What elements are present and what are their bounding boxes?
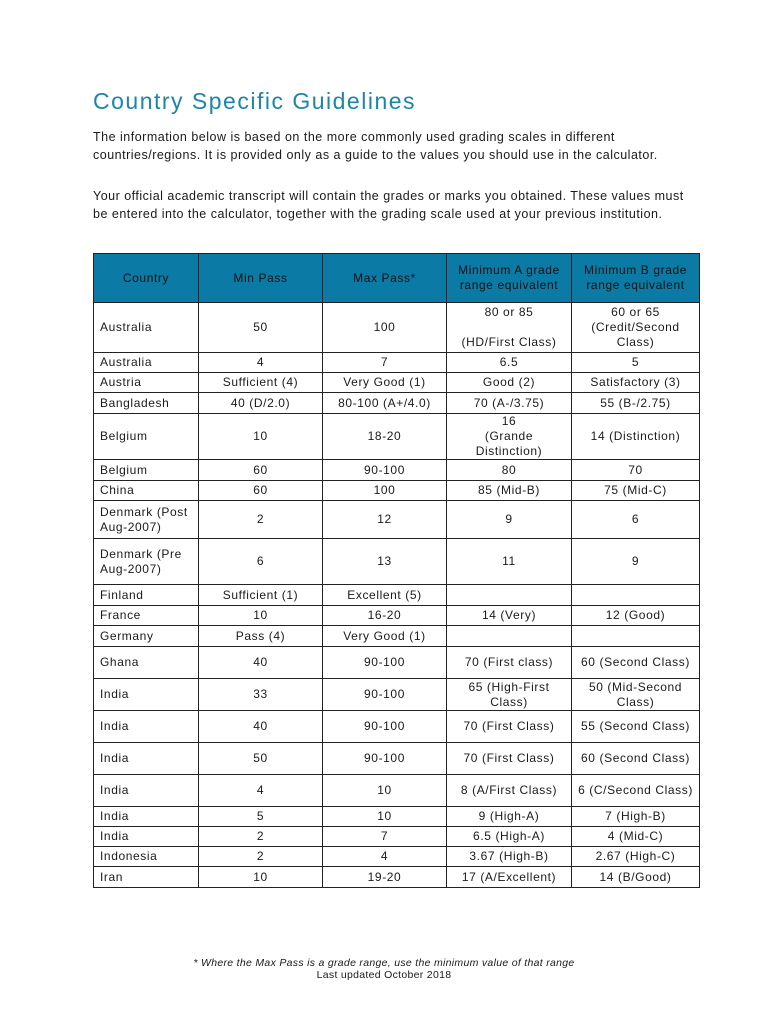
table-row (94, 460, 700, 481)
cell-min-pass: 10 (199, 414, 323, 460)
header-min-a: Minimum A grade range equivalent (447, 254, 572, 303)
cell-max-pass: 80-100 (A+/4.0) (323, 393, 447, 414)
table-row (94, 775, 700, 807)
cell-country: Austria (94, 373, 199, 393)
cell-min-pass: 2 (199, 847, 323, 867)
cell-min-a: 80 or 85 (HD/First Class) (447, 303, 572, 353)
cell-max-pass: 10 (323, 807, 447, 827)
table-body (94, 303, 700, 888)
cell-country: Belgium (94, 414, 199, 460)
cell-country: Australia (94, 303, 199, 353)
last-updated: Last updated October 2018 (316, 969, 452, 981)
cell-max-pass: Excellent (5) (323, 585, 447, 606)
table-row (94, 585, 700, 606)
cell-country: Denmark (Pre Aug-2007) (94, 539, 199, 585)
cell-min-pass: 60 (199, 481, 323, 501)
cell-min-pass: 5 (199, 807, 323, 827)
cell-min-b: 9 (572, 539, 700, 585)
cell-country: Australia (94, 353, 199, 373)
cell-min-a: 70 (First Class) (447, 711, 572, 743)
cell-min-pass: 33 (199, 679, 323, 711)
table-row (94, 867, 700, 888)
cell-min-b: Satisfactory (3) (572, 373, 700, 393)
cell-min-pass: 50 (199, 303, 323, 353)
cell-max-pass: 18-20 (323, 414, 447, 460)
table-row (94, 373, 700, 393)
cell-country: China (94, 481, 199, 501)
cell-min-a: 70 (First class) (447, 647, 572, 679)
intro-paragraph-1: The information below is based on the more commonly used grading scales in different countries/regions. It is provided only as a guide to the values you should use in the calculator. (93, 130, 658, 162)
cell-min-b: 2.67 (High-C) (572, 847, 700, 867)
cell-min-b: 14 (B/Good) (572, 867, 700, 888)
cell-min-b: 60 or 65 (Credit/Second Class) (572, 303, 700, 353)
header-max-pass: Max Pass* (323, 254, 447, 303)
cell-min-a (447, 585, 572, 606)
table-header-row (94, 254, 700, 303)
cell-max-pass: 100 (323, 303, 447, 353)
cell-max-pass: 13 (323, 539, 447, 585)
cell-country: Ghana (94, 647, 199, 679)
table-row (94, 393, 700, 414)
page-title: Country Specific Guidelines (93, 88, 417, 114)
cell-max-pass: 10 (323, 775, 447, 807)
cell-max-pass: 90-100 (323, 679, 447, 711)
cell-country: India (94, 827, 199, 847)
cell-max-pass: Very Good (1) (323, 373, 447, 393)
cell-min-b: 55 (B-/2.75) (572, 393, 700, 414)
cell-min-pass: Sufficient (1) (199, 585, 323, 606)
cell-min-a: 8 (A/First Class) (447, 775, 572, 807)
cell-min-pass: 6 (199, 539, 323, 585)
cell-min-a: Good (2) (447, 373, 572, 393)
table-row (94, 414, 700, 460)
cell-min-b: 60 (Second Class) (572, 743, 700, 775)
cell-min-b: 6 (C/Second Class) (572, 775, 700, 807)
cell-country: Finland (94, 585, 199, 606)
cell-min-a (447, 626, 572, 647)
table-row (94, 481, 700, 501)
header-min-pass: Min Pass (199, 254, 323, 303)
cell-min-a: 11 (447, 539, 572, 585)
cell-min-pass: 40 (199, 711, 323, 743)
table-row (94, 679, 700, 711)
cell-min-pass: 40 (199, 647, 323, 679)
table-row (94, 606, 700, 626)
cell-max-pass: 16-20 (323, 606, 447, 626)
cell-min-a: 9 (447, 501, 572, 539)
cell-max-pass: 7 (323, 353, 447, 373)
cell-country: Denmark (Post Aug-2007) (94, 501, 199, 539)
cell-min-a: 6.5 (High-A) (447, 827, 572, 847)
cell-min-b: 4 (Mid-C) (572, 827, 700, 847)
cell-min-pass: 40 (D/2.0) (199, 393, 323, 414)
cell-min-pass: 2 (199, 501, 323, 539)
cell-min-a: 85 (Mid-B) (447, 481, 572, 501)
table-row (94, 743, 700, 775)
cell-min-pass: 4 (199, 775, 323, 807)
cell-min-a: 6.5 (447, 353, 572, 373)
cell-min-a: 17 (A/Excellent) (447, 867, 572, 888)
cell-max-pass: 90-100 (323, 460, 447, 481)
cell-country: India (94, 711, 199, 743)
cell-min-b: 55 (Second Class) (572, 711, 700, 743)
cell-min-a: 65 (High-First Class) (447, 679, 572, 711)
table-row (94, 847, 700, 867)
table-row (94, 807, 700, 827)
cell-min-pass: 2 (199, 827, 323, 847)
cell-max-pass: 100 (323, 481, 447, 501)
cell-min-pass: 50 (199, 743, 323, 775)
cell-min-b: 50 (Mid-Second Class) (572, 679, 700, 711)
cell-max-pass: 90-100 (323, 711, 447, 743)
cell-max-pass: 90-100 (323, 647, 447, 679)
cell-min-a: 80 (447, 460, 572, 481)
cell-min-pass: Sufficient (4) (199, 373, 323, 393)
cell-min-b: 12 (Good) (572, 606, 700, 626)
table-row (94, 501, 700, 539)
table-row (94, 539, 700, 585)
cell-min-b: 7 (High-B) (572, 807, 700, 827)
cell-min-a: 70 (A-/3.75) (447, 393, 572, 414)
cell-min-b: 6 (572, 501, 700, 539)
cell-min-b: 75 (Mid-C) (572, 481, 700, 501)
cell-min-pass: 10 (199, 606, 323, 626)
cell-country: France (94, 606, 199, 626)
table-row (94, 711, 700, 743)
cell-min-pass: 60 (199, 460, 323, 481)
table-row (94, 647, 700, 679)
cell-min-a: 14 (Very) (447, 606, 572, 626)
cell-max-pass: Very Good (1) (323, 626, 447, 647)
cell-min-pass: 4 (199, 353, 323, 373)
cell-country: Belgium (94, 460, 199, 481)
cell-min-b: 70 (572, 460, 700, 481)
cell-min-a: 9 (High-A) (447, 807, 572, 827)
cell-country: India (94, 743, 199, 775)
cell-max-pass: 19-20 (323, 867, 447, 888)
intro-paragraph-2: Your official academic transcript will contain the grades or marks you obtained. These values must be entered into the calculator, together with the grading scale used at your previous institution. (93, 189, 684, 221)
cell-country: Iran (94, 867, 199, 888)
header-country: Country (94, 254, 199, 303)
cell-country: Bangladesh (94, 393, 199, 414)
cell-country: India (94, 775, 199, 807)
grading-table (93, 253, 700, 888)
table-row (94, 827, 700, 847)
table-row (94, 303, 700, 353)
cell-min-pass: Pass (4) (199, 626, 323, 647)
footnote: * Where the Max Pass is a grade range, use the minimum value of that range (193, 957, 575, 969)
cell-min-a: 70 (First Class) (447, 743, 572, 775)
cell-min-pass: 10 (199, 867, 323, 888)
cell-min-b: 5 (572, 353, 700, 373)
cell-min-b: 60 (Second Class) (572, 647, 700, 679)
cell-min-b (572, 585, 700, 606)
cell-min-b (572, 626, 700, 647)
cell-country: India (94, 807, 199, 827)
cell-min-b: 14 (Distinction) (572, 414, 700, 460)
cell-min-a: 16 (Grande Distinction) (447, 414, 572, 460)
cell-country: Germany (94, 626, 199, 647)
cell-max-pass: 12 (323, 501, 447, 539)
cell-max-pass: 90-100 (323, 743, 447, 775)
header-min-b: Minimum B grade range equivalent (572, 254, 700, 303)
table-row (94, 626, 700, 647)
cell-max-pass: 7 (323, 827, 447, 847)
cell-min-a: 3.67 (High-B) (447, 847, 572, 867)
table-row (94, 353, 700, 373)
cell-country: Indonesia (94, 847, 199, 867)
cell-country: India (94, 679, 199, 711)
cell-max-pass: 4 (323, 847, 447, 867)
